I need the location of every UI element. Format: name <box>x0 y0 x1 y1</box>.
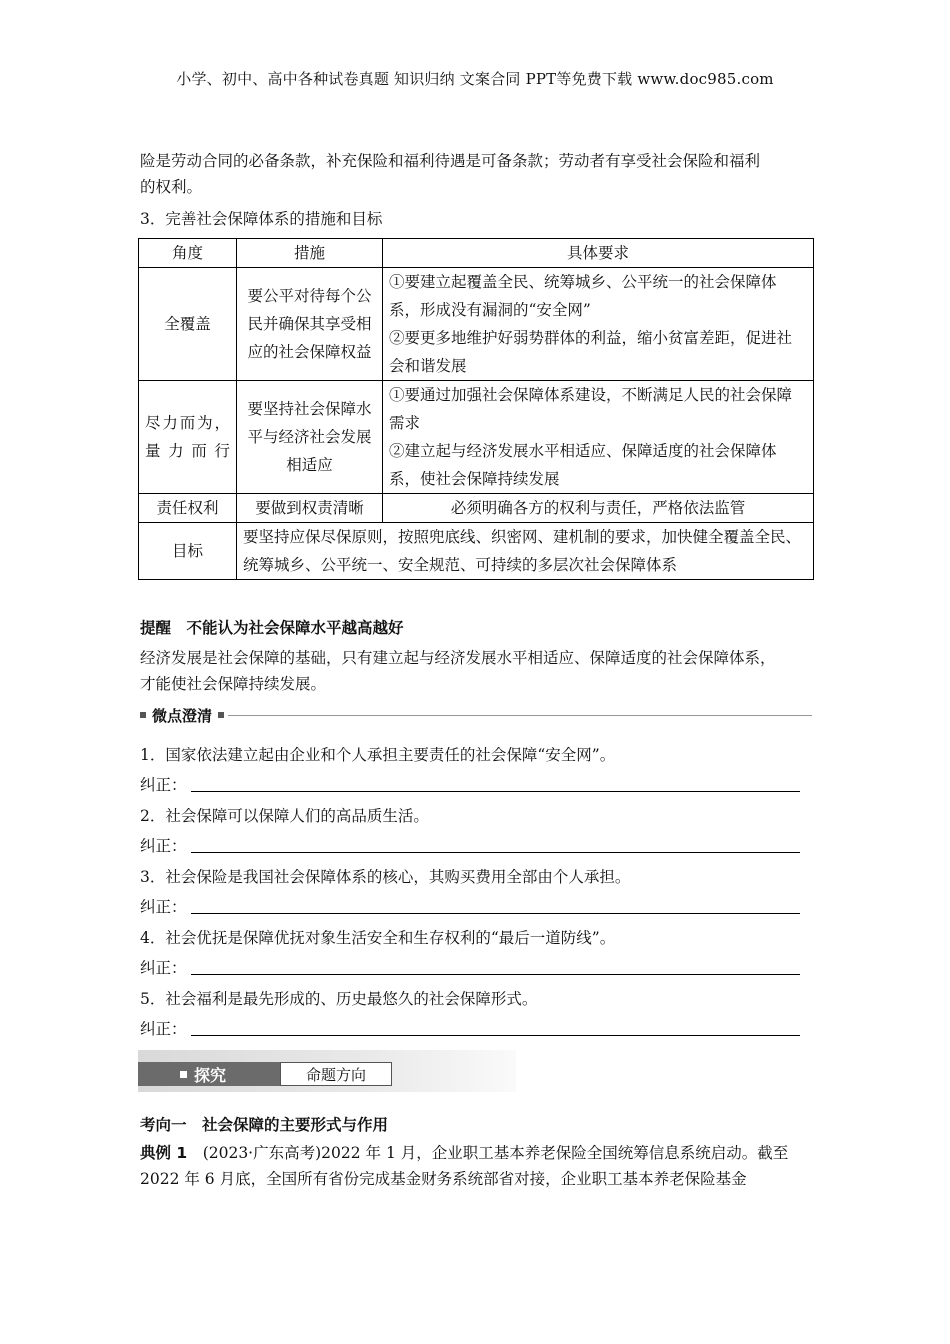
row2-angle: 尽力而为，量力而行 <box>139 381 237 494</box>
example-line-1 <box>140 1140 812 1166</box>
clarify-section-heading <box>140 703 812 727</box>
answer-line[interactable] <box>191 1016 800 1036</box>
row4-angle: 目标 <box>139 523 237 580</box>
correction-field-3[interactable] <box>140 894 800 920</box>
correction-field-4[interactable] <box>140 955 800 981</box>
answer-line[interactable] <box>191 772 800 792</box>
row2-requirements <box>383 381 814 494</box>
answer-line[interactable] <box>191 833 800 853</box>
row2-measure: 要坚持社会保障水平与经济社会发展相适应 <box>237 381 383 494</box>
header-measure: 措施 <box>237 239 383 268</box>
intro-paragraph <box>140 148 812 200</box>
answer-line[interactable] <box>191 955 800 975</box>
clarify-item-5: 5．社会福利是最先形成的、历史最悠久的社会保障形式。 <box>140 990 538 1008</box>
answer-line[interactable] <box>191 894 800 914</box>
correction-field-1[interactable] <box>140 772 800 798</box>
correction-label: 纠正： <box>140 959 187 977</box>
correction-field-2[interactable] <box>140 833 800 859</box>
reminder-body <box>140 645 812 697</box>
social-security-measures-table <box>138 238 814 580</box>
row3-angle: 责任权利 <box>139 494 237 523</box>
reminder-line-2: 才能使社会保障持续发展。 <box>140 675 327 693</box>
row2-req-2: ②建立起与经济发展水平相适应、保障适度的社会保障体系，使社会保障持续发展 <box>389 442 777 488</box>
reminder-line-1: 经济发展是社会保障的基础，只有建立起与经济发展水平相适应、保障适度的社会保障体系， <box>140 649 776 667</box>
square-bullet-icon <box>140 712 146 718</box>
row1-req-1: ①要建立起覆盖全民、统筹城乡、公平统一的社会保障体系，形成没有漏洞的“安全网” <box>389 273 777 319</box>
clarify-item-3: 3．社会保险是我国社会保障体系的核心，其购买费用全部由个人承担。 <box>140 868 631 886</box>
correction-label: 纠正： <box>140 837 187 855</box>
correction-label: 纠正： <box>140 1020 187 1038</box>
direction-tab: 命题方向 <box>280 1062 392 1086</box>
square-bullet-icon <box>218 712 224 718</box>
row1-requirements <box>383 268 814 381</box>
reminder-title: 提醒 不能认为社会保障水平越高越好 <box>140 619 404 637</box>
example-line-2: 2022 年 6 月底，全国所有省份完成基金财务系统部省对接，企业职工基本养老保险基金 <box>140 1170 747 1188</box>
intro-line-2: 的权利。 <box>140 178 203 196</box>
row1-angle: 全覆盖 <box>139 268 237 381</box>
correction-label: 纠正： <box>140 776 187 794</box>
row3-measure: 要做到权责清晰 <box>237 494 383 523</box>
explore-banner <box>138 1050 516 1092</box>
row3-requirement: 必须明确各方的权利与责任，严格依法监管 <box>383 494 814 523</box>
explore-label: 探究 <box>194 1065 227 1085</box>
row1-req-2: ②要更多地维护好弱势群体的利益，缩小贫富差距，促进社会和谐发展 <box>389 329 793 375</box>
correction-label: 纠正： <box>140 898 187 916</box>
section-3-title: 3．完善社会保障体系的措施和目标 <box>140 210 383 228</box>
clarify-item-2: 2．社会保障可以保障人们的高品质生活。 <box>140 807 429 825</box>
page-header: 小学、初中、高中各种试卷真题 知识归纳 文案合同 PPT等免费下载 www.doc985.com <box>176 70 774 88</box>
header-angle: 角度 <box>139 239 237 268</box>
example-text-1: (2023·广东高考)2022 年 1 月，企业职工基本养老保险全国统筹信息系统启动。截至 <box>187 1144 789 1162</box>
correction-field-5[interactable] <box>140 1016 800 1042</box>
header-requirement: 具体要求 <box>383 239 814 268</box>
clarify-title: 微点澄清 <box>152 706 213 725</box>
example-label: 典例 1 <box>140 1144 188 1162</box>
row1-measure: 要公平对待每个公民并确保其享受相应的社会保障权益 <box>237 268 383 381</box>
section-divider <box>228 715 812 716</box>
example-paragraph <box>140 1140 812 1192</box>
clarify-item-1: 1．国家依法建立起由企业和个人承担主要责任的社会保障“安全网”。 <box>140 746 616 764</box>
row2-req-1: ①要通过加强社会保障体系建设，不断满足人民的社会保障需求 <box>389 386 793 432</box>
intro-line-1: 险是劳动合同的必备条款，补充保险和福利待遇是可备条款；劳动者有享受社会保险和福利 <box>140 152 761 170</box>
explore-tab <box>138 1062 280 1086</box>
square-bullet-icon <box>180 1071 187 1078</box>
direction-title: 考向一 社会保障的主要形式与作用 <box>140 1116 389 1134</box>
clarify-item-4: 4．社会优抚是保障优抚对象生活安全和生存权利的“最后一道防线”。 <box>140 929 616 947</box>
row4-requirement: 要坚持应保尽保原则，按照兜底线、织密网、建机制的要求，加快健全覆盖全民、统筹城乡、公平统一、安全规范、可持续的多层次社会保障体系 <box>237 523 814 580</box>
